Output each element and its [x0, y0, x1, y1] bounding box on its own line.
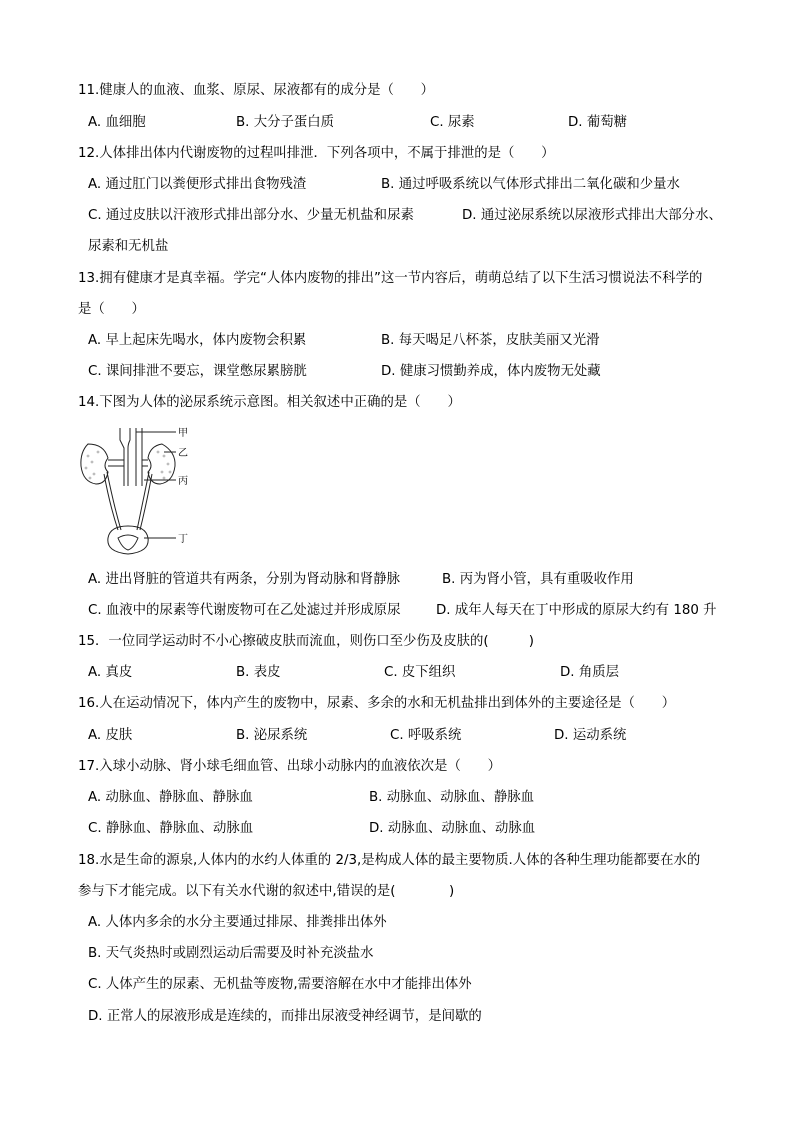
q17-option-b: B. 动脉血、动脉血、静脉血	[369, 790, 534, 805]
q14-option-a: A. 进出肾脏的管道共有两条，分别为肾动脉和肾静脉	[88, 572, 401, 587]
q15-option-d: D. 角质层	[560, 665, 619, 680]
question-14-stem: 14.下图为人体的泌尿系统示意图。相关叙述中正确的是（ ）	[78, 395, 461, 410]
question-12-stem: 12.人体排出体内代谢废物的过程叫排泄．下列各项中，不属于排泄的是（ ）	[78, 146, 555, 161]
q13-option-b: B. 每天喝足八杯茶，皮肤美丽又光滑	[381, 333, 600, 348]
q12-option-c: C. 通过皮肤以汗液形式排出部分水、少量无机盐和尿素	[88, 208, 414, 223]
label-jia: 甲	[178, 428, 188, 439]
q13-option-d: D. 健康习惯勤养成，体内废物无处藏	[381, 364, 601, 379]
urinary-system-diagram	[78, 426, 198, 556]
q11-option-b: B. 大分子蛋白质	[236, 115, 335, 130]
q17-option-c: C. 静脉血、静脉血、动脉血	[88, 821, 254, 836]
question-13-stem-continued: 是（ ）	[78, 302, 145, 317]
q16-option-b: B. 泌尿系统	[236, 728, 308, 743]
q14-option-c: C. 血液中的尿素等代谢废物可在乙处滤过并形成原尿	[88, 603, 401, 618]
question-18-stem: 18.水是生命的源泉,人体内的水约人体重的 2/3,是构成人体的最主要物质.人体的各种生理功能都要在水的	[78, 853, 701, 868]
q12-option-b: B. 通过呼吸系统以气体形式排出二氧化碳和少量水	[381, 177, 680, 192]
q13-option-a: A. 早上起床先喝水，体内废物会积累	[88, 333, 307, 348]
q17-option-a: A. 动脉血、静脉血、静脉血	[88, 790, 253, 805]
q16-option-a: A. 皮肤	[88, 728, 133, 743]
label-bing: 丙	[178, 476, 188, 487]
q18-option-b: B. 天气炎热时或剧烈运动后需要及时补充淡盐水	[88, 946, 374, 961]
q14-option-b: B. 丙为肾小管，具有重吸收作用	[442, 572, 634, 587]
question-15-stem: 15．一位同学运动时不小心擦破皮肤而流血，则伤口至少伤及皮肤的( )	[78, 634, 534, 649]
q15-option-c: C. 皮下组织	[384, 665, 456, 680]
q17-option-d: D. 动脉血、动脉血、动脉血	[369, 821, 536, 836]
q15-option-b: B. 表皮	[236, 665, 281, 680]
q18-option-a: A. 人体内多余的水分主要通过排尿、排粪排出体外	[88, 915, 387, 930]
q18-option-d: D. 正常人的尿液形成是连续的，而排出尿液受神经调节，是间歇的	[88, 1009, 482, 1024]
question-16-stem: 16.人在运动情况下，体内产生的废物中，尿素、多余的水和无机盐排出到体外的主要途径是（ ）	[78, 696, 676, 711]
question-13-stem: 13.拥有健康才是真幸福。学完“人体内废物的排出”这一节内容后，萌萌总结了以下生活习惯说法不科学的	[78, 271, 703, 286]
question-11-stem: 11.健康人的血液、血浆、原尿、尿液都有的成分是（ ）	[78, 83, 435, 98]
label-yi: 乙	[178, 448, 188, 459]
label-ding: 丁	[178, 534, 188, 545]
q14-option-d: D. 成年人每天在丁中形成的原尿大约有 180 升	[436, 603, 717, 618]
q12-option-d: D. 通过泌尿系统以尿液形式排出大部分水、	[462, 208, 722, 223]
q11-option-d: D. 葡萄糖	[568, 115, 627, 130]
question-18-stem-continued: 参与下才能完成。以下有关水代谢的叙述中,错误的是( )	[78, 884, 455, 899]
q13-option-c: C. 课间排泄不要忘，课堂憋尿累膀胱	[88, 364, 307, 379]
q18-option-c: C. 人体产生的尿素、无机盐等废物,需要溶解在水中才能排出体外	[88, 977, 472, 992]
q11-option-a: A. 血细胞	[88, 115, 146, 130]
q16-option-d: D. 运动系统	[554, 728, 627, 743]
q12-option-d-continued: 尿素和无机盐	[88, 239, 169, 254]
q11-option-c: C. 尿素	[430, 115, 475, 130]
q16-option-c: C. 呼吸系统	[390, 728, 462, 743]
q15-option-a: A. 真皮	[88, 665, 133, 680]
q12-option-a: A. 通过肛门以粪便形式排出食物残渣	[88, 177, 307, 192]
question-17-stem: 17.入球小动脉、肾小球毛细血管、出球小动脉内的血液依次是（ ）	[78, 759, 502, 774]
